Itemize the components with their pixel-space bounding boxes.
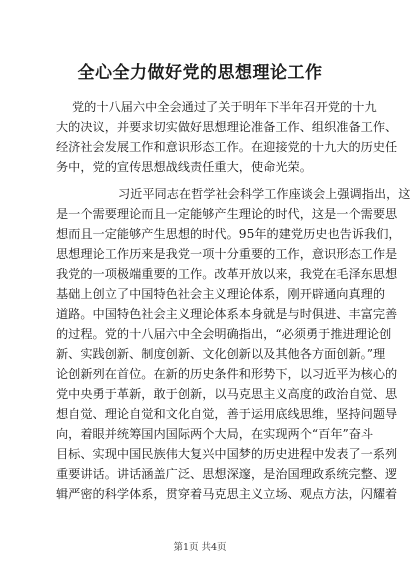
paragraph-line: 想而且一定能够产生思想的时代。95年的建党历史也告诉我们， (56, 227, 401, 241)
document-title: 全心全力做好党的思想理论工作 (77, 63, 323, 83)
paragraph-line: 的过程。党的十八届六中全会明确指出，“必须勇于推进理论创 (56, 327, 392, 341)
paragraph-line: 经济社会发展工作和意识形态工作。在迎接党的十九大的历史任 (56, 140, 398, 154)
paragraph-line: 思想理论工作历来是我党一项十分重要的工作，意识形态工作是 (56, 247, 398, 261)
paragraph-line: 重要讲话。讲话涵盖广泛、思想深邃，是治国理政系统完整、逻 (56, 467, 398, 481)
paragraph-line: 务中，党的宣传思想战线责任重大，使命光荣。 (56, 160, 312, 174)
paragraph-line: 大的决议，并要求切实做好思想理论准备工作、组织准备工作、 (56, 120, 398, 134)
paragraph-line: 基础上创立了中国特色社会主义理论体系，刚开辟通向真理的 (56, 287, 386, 301)
paragraph-line: 习近平同志在哲学社会科学工作座谈会上强调指出，这 (118, 187, 411, 201)
paragraph-line: 想自觉、理论自觉和文化自觉，善于运用底线思维，坚持问题导 (56, 407, 398, 421)
paragraph-line: 论创新列在首位。在新的历史条件和形势下，以习近平为核心的 (56, 367, 398, 381)
paragraph-line: 是一个需要理论而且一定能够产生理论的时代，这是一个需要思 (56, 207, 398, 221)
paragraph-line: 道路。中国特色社会主义理论体系本身就是与时俱进、丰富完善 (56, 307, 398, 321)
paragraph-line: 我党的一项极端重要的工作。改革开放以来，我党在毛泽东思想 (56, 267, 398, 281)
paragraph-line: 目标、实现中国民族伟大复兴中国梦的历史进程中发表了一系列 (56, 447, 398, 461)
paragraph-line: 党的十八届六中全会通过了关于明年下半年召开党的十九 (72, 100, 377, 114)
paragraph-line: 辑严密的科学体系，贯穿着马克思主义立场、观点方法，闪耀着 (56, 487, 398, 501)
page-number-footer: 第1页 共4页 (173, 542, 227, 553)
paragraph-line: 新、实践创新、制度创新、文化创新以及其他各方面创新。”理 (56, 347, 386, 361)
paragraph-line: 向，着眼并统筹国内国际两个大局，在实现两个“百年”奋斗 (56, 427, 374, 441)
paragraph-line: 党中央勇于革新，敢于创新，以马克思主义高度的政治自觉、思 (56, 387, 398, 401)
